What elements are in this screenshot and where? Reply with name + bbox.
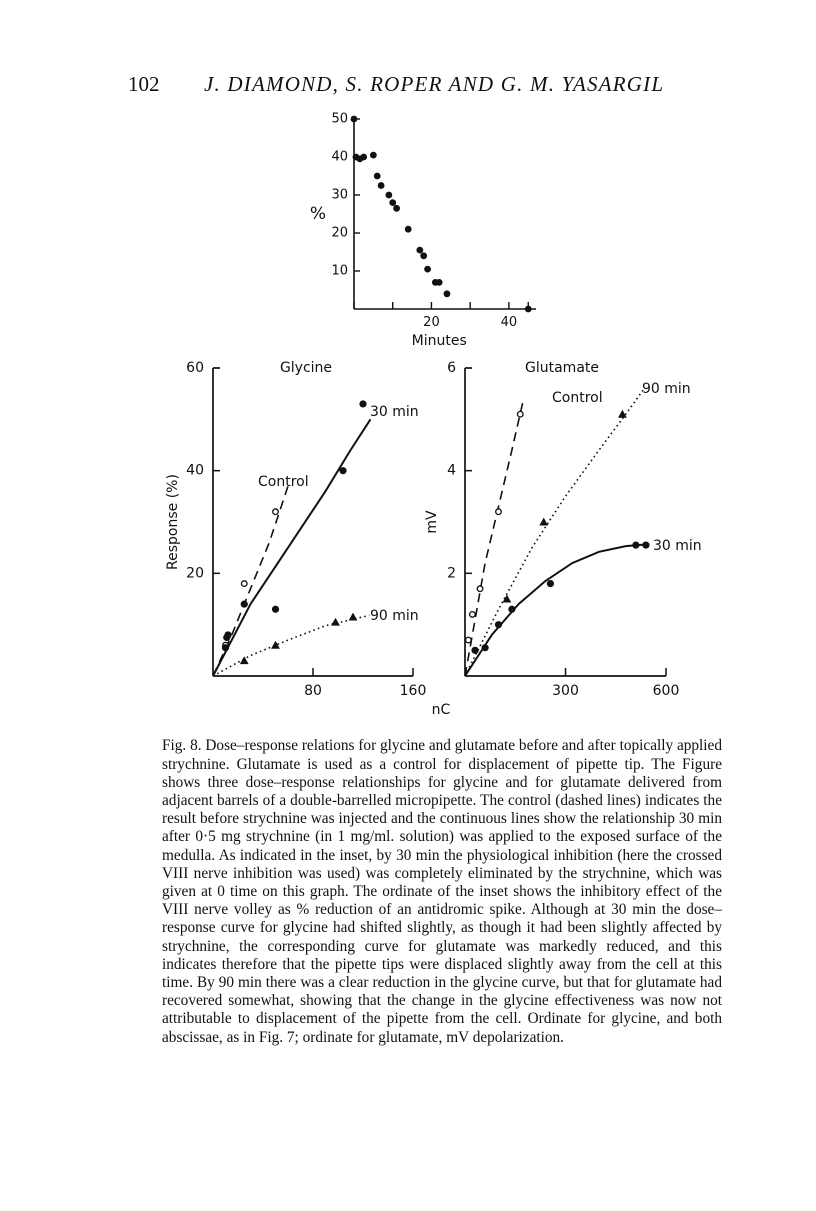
inset-data-point	[374, 173, 381, 180]
glutamate-y-tick-label: 2	[447, 565, 456, 582]
inset-data-point	[351, 116, 358, 123]
glutamate-series-90-min-curve	[465, 389, 644, 677]
inset-y-tick-label: 50	[331, 111, 348, 127]
glutamate-x-tick-label: 600	[652, 683, 680, 699]
glycine-series-label-control: Control	[258, 474, 309, 490]
glycine-series-label-30-min: 30 min	[370, 404, 419, 420]
glutamate-series-control-point	[470, 612, 476, 618]
page-number: 102	[128, 72, 160, 96]
glutamate-y-axis-label: mV	[424, 510, 440, 534]
glutamate-series-90-min-point	[539, 518, 548, 526]
inset-data-point	[436, 279, 443, 286]
glutamate-series-control-curve	[465, 399, 524, 676]
inset-data-point	[360, 154, 367, 161]
glycine-series-control-point	[273, 509, 279, 515]
glutamate-series-30-min-point	[495, 621, 502, 628]
inset-x-tick-label: 20	[423, 315, 440, 330]
glycine-y-tick-label: 20	[186, 565, 204, 582]
glycine-y-tick-label: 60	[186, 360, 204, 376]
glycine-series-30-min-point	[272, 606, 279, 613]
glutamate-series-control-point	[496, 509, 502, 515]
glycine-series-30-min-curve	[213, 419, 371, 676]
glutamate-series-30-min-point	[632, 542, 639, 549]
inset-y-tick-label: 30	[331, 187, 348, 203]
glutamate-y-tick-label: 6	[447, 360, 456, 376]
glycine-series-90-min-point	[331, 618, 340, 626]
inset-data-point	[389, 199, 396, 206]
glutamate-y-tick-label: 4	[447, 462, 456, 479]
glutamate-series-30-min-point	[508, 606, 515, 613]
glycine-series-label-90-min: 90 min	[370, 608, 419, 624]
glycine-series-30-min-point	[222, 644, 229, 651]
inset-y-axis-label: %	[309, 204, 327, 224]
glutamate-series-label-90-min: 90 min	[642, 381, 691, 397]
inset-data-point	[405, 226, 412, 233]
glycine-x-tick-label: 80	[304, 683, 322, 699]
inset-data-point	[370, 152, 377, 159]
inset-data-point	[416, 247, 423, 254]
glutamate-series-30-min-point	[482, 644, 489, 651]
glycine-series-90-min-curve	[213, 615, 369, 676]
glycine-series-control-point	[241, 581, 247, 587]
inset-data-point	[420, 252, 427, 259]
glutamate-series-control-point	[477, 586, 483, 592]
glutamate-x-axis-label: nC	[431, 702, 451, 715]
running-head: J. DIAMOND, S. ROPER AND G. M. YASARGIL	[204, 72, 665, 96]
glycine-series-30-min-point	[359, 400, 366, 407]
glutamate-title: Glutamate	[525, 360, 599, 376]
glutamate-series-30-min-point	[642, 542, 649, 549]
glutamate-series-30-min-point	[471, 647, 478, 654]
glycine-series-30-min-point	[224, 631, 231, 638]
glycine-y-axis-label: Response (%)	[165, 474, 181, 570]
inset-data-point	[385, 192, 392, 199]
glutamate-series-control-point	[466, 637, 472, 643]
figure-caption: Fig. 8. Dose–response relations for glycine and glutamate before and after topically applied strychnine. Glutamate is used as a control for displacement of pipette tip. The Figure shows three dose–response relationships for glycine and for glutamate delivered from adjacent barrels of a double-barrelled micropipette. The control (dashed lines) indicates the result before strychnine was injected and the continuous lines show the relationship 30 min after 0·5 mg strychnine (in 1 mg/ml. solution) was applied to the exposed surface of the medulla. As indicated in the inset, by 30 min the physiological inhibition (here the crossed VIII nerve inhibition was used) was completely eliminated by the strychnine, which was given at 0 time on this graph. The ordinate of the inset shows the inhibitory effect of the VIII nerve volley as % reduction of an antidromic spike. Although at 30 min the dose–response curve for glycine had shifted slightly, as though it had been slightly affected by strychnine, the corresponding curve for glutamate was markedly reduced, and this indicates therefore that the pipette tips were displaced slightly away from the cell at this time. By 90 min there was a clear reduction in the glycine curve, but that for glutamate had recovered somewhat, showing that the change in the glycine effectiveness was now not attributable to displacement of the pipette from the cell. Ordinate for glycine, and both abscissae, as in Fig. 7; ordinate for glutamate, mV depolarization.	[162, 737, 722, 1046]
glycine-y-tick-label: 40	[186, 462, 204, 479]
glutamate-series-label-control: Control	[552, 390, 603, 406]
glutamate-x-tick-label: 300	[552, 683, 579, 699]
inset-y-tick-label: 20	[331, 225, 348, 241]
inset-data-point	[424, 266, 431, 273]
glutamate-series-control-point	[517, 411, 523, 417]
inset-x-axis-label: Minutes	[411, 333, 467, 349]
glycine-title: Glycine	[279, 360, 333, 376]
inset-y-tick-label: 40	[331, 149, 348, 165]
inset-data-point	[393, 205, 400, 212]
glutamate-series-30-min-point	[547, 580, 554, 587]
inset-x-tick-label: 40	[500, 315, 518, 330]
inset-data-point	[444, 290, 451, 297]
glycine-series-90-min-point	[349, 613, 358, 621]
inset-data-point	[525, 306, 532, 313]
inset-y-tick-label: 10	[331, 263, 348, 279]
glycine-series-30-min-point	[241, 601, 248, 608]
glutamate-series-label-30-min: 30 min	[653, 538, 702, 554]
glycine-x-tick-label: 160	[399, 683, 427, 699]
inset-data-point	[378, 182, 385, 189]
glycine-series-30-min-point	[339, 467, 346, 474]
glutamate-series-30-min-curve	[465, 544, 649, 676]
